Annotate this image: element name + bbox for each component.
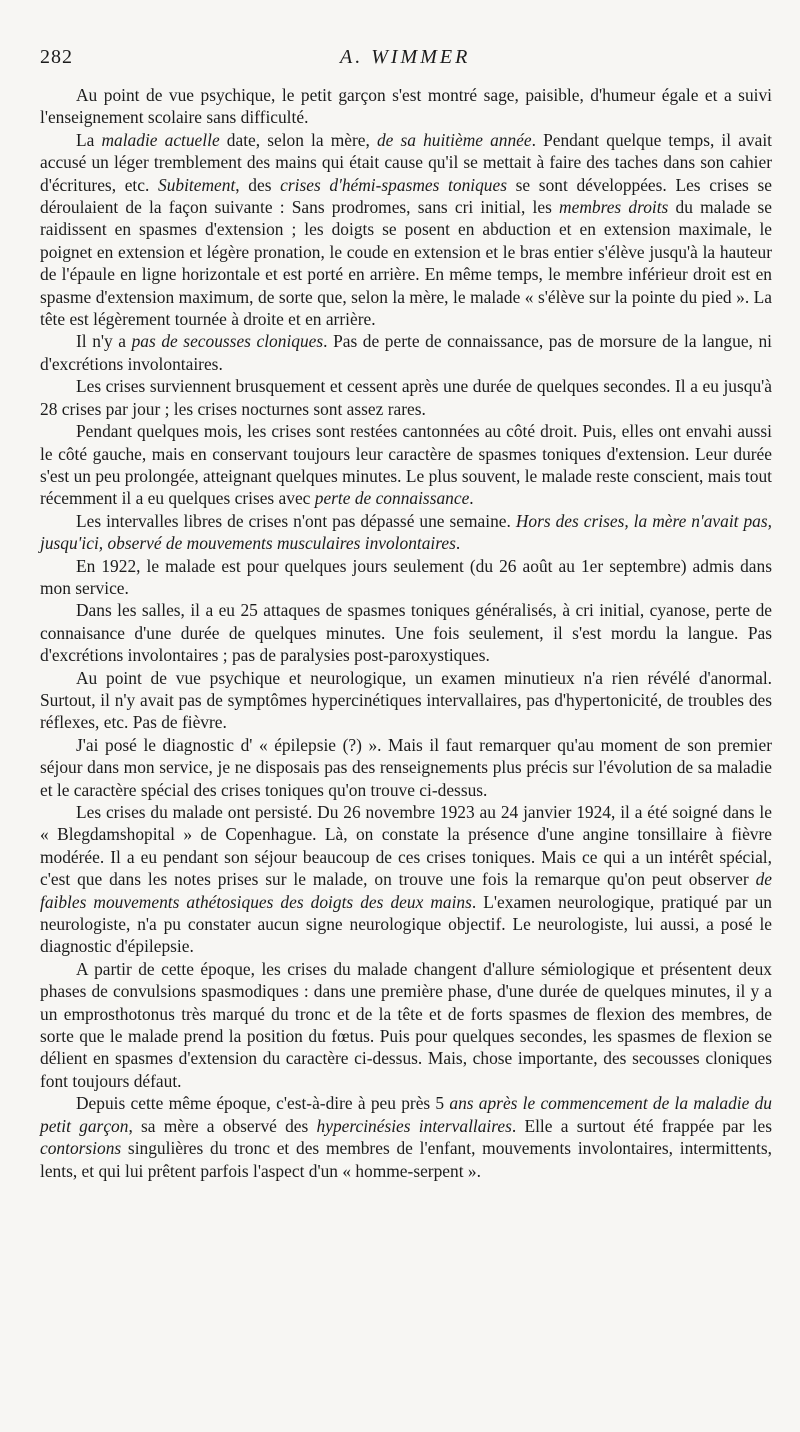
paragraph (40, 420, 772, 510)
body-text (40, 84, 772, 1182)
text-run: , des (235, 174, 281, 195)
italic-text: Subitement (158, 174, 236, 195)
paragraph (40, 599, 772, 666)
text-run: . (469, 488, 474, 509)
text-run: A partir de cette époque, les crises du malade changent d'allure sémiologique et présentent deux phases de convulsions spasmodiques : dans une première phase, d'une durée de quelques minutes, il y a un emprosthotonus très marqué du tronc et de la tête et de forts spasmes de flexion des membres, de sorte que le malade prend la position du fœtus. Puis pour quelques secondes, les spasmes de flexion se délient en spasmes d'extension du caractère ci-dessus. Mais, chose importante, des secousses cloniques font toujours défaut. (40, 958, 772, 1091)
italic-text: Hors des crises, la mère n'avait pas, jusqu'ici, observé de mouvements musculaires involontaires (40, 510, 772, 554)
paragraph (40, 129, 772, 331)
paragraph (40, 1092, 772, 1182)
text-run: . (455, 533, 461, 554)
paragraph (40, 801, 772, 958)
page-header (40, 40, 772, 70)
text-run: , sa mère a observé des (128, 1115, 317, 1136)
text-run: . Elle a surtout été frappée par les (511, 1115, 772, 1136)
text-run: . Pendant quelque temps, il avait accusé un léger tremblement des mains qui était cause qu'il se mettait à faire des taches dans son cahier d'écritures, etc. (40, 129, 773, 195)
text-run: J'ai posé le diagnostic d' « épilepsie (?) ». Mais il faut remarquer qu'au moment de son premier séjour dans mon service, je ne disposais pas des renseignements plus précis sur l'évolution de sa maladie et le caractère spécial des crises toniques qu'on trouve ci-dessus. (40, 734, 772, 800)
text-run: La (76, 129, 102, 150)
text-run: Depuis cette même époque, c'est-à-dire à peu près 5 (76, 1093, 450, 1114)
italic-text: membres droits (559, 197, 669, 218)
text-run: Au point de vue psychique, le petit garçon s'est montré sage, paisible, d'humeur égale et a suivi l'enseignement scolaire sans difficulté. (40, 85, 772, 128)
text-run: Il n'y a (76, 331, 132, 352)
text-run: date, selon la mère, (219, 129, 377, 150)
text-run: Les intervalles libres de crises n'ont pas dépassé une semaine. (76, 510, 516, 531)
text-run: du malade se raidissent en spasmes d'extension ; les doigts se posent en abduction et en extension maximale, le poignet en extension et légère pronation, le coude en extension et le bras entier s'élève jusqu'à la hauteur de l'épaule en ligne horizontale et est porté en arrière. En même temps, le membre inférieur droit est en spasme d'extension maximum, de sorte que, selon la mère, le malade « s'élève sur la pointe du pied ». La tête est légèrement tournée à droite et en arrière. (40, 197, 772, 330)
text-run: Au point de vue psychique et neurologique, un examen minutieux n'a rien révélé d'anormal. Surtout, il n'y avait pas de symptômes hypercinétiques intervallaires, pas d'hypertonicité, de troubles des réflexes, etc. Pas de fièvre. (40, 667, 772, 733)
text-run: singulières du tronc et des membres de l'enfant, mouvements involontaires, intermittents, lents, et qui lui prêtent parfois l'aspect d'un « homme-serpent ». (40, 1138, 772, 1181)
italic-text: maladie actuelle (101, 129, 220, 150)
italic-text: hypercinésies intervallaires (316, 1115, 512, 1136)
paragraph (40, 330, 772, 375)
text-run: . Pas de perte de connaissance, pas de morsure de la langue, ni d'excrétions involontaires. (40, 331, 772, 374)
running-head: A. WIMMER (340, 46, 471, 68)
paragraph (40, 734, 772, 801)
paragraph (40, 958, 772, 1092)
text-run: En 1922, le malade est pour quelques jours seulement (du 26 août au 1er septembre) admis dans mon service. (40, 555, 772, 598)
italic-text: crises d'hémi-spasmes toniques (280, 174, 507, 195)
paragraph (40, 84, 772, 129)
paragraph (40, 555, 772, 600)
page-number: 282 (40, 46, 73, 68)
italic-text: de faibles mouvements athétosiques des doigts des deux mains (40, 869, 772, 912)
italic-text: de sa huitième année (376, 129, 532, 150)
paragraph (40, 510, 772, 555)
text-run: se sont développées. Les crises se déroulaient de la façon suivante : Sans prodromes, sans cri initial, les (40, 174, 772, 218)
paragraph (40, 667, 772, 734)
text-run: . L'examen neurologique, pratiqué par un neurologiste, n'a pu constater aucun signe neurologique objectif. Le neurologiste, lui aussi, a posé le diagnostic d'épilepsie. (40, 891, 772, 957)
paragraph (40, 375, 772, 420)
italic-text: ans après le commencement de la maladie du petit garçon (40, 1093, 772, 1136)
italic-text: contorsions (40, 1138, 122, 1159)
italic-text: pas de secousses cloniques (131, 331, 324, 352)
text-run: Pendant quelques mois, les crises sont restées cantonnées au côté droit. Puis, elles ont envahi aussi le côté gauche, mais en conservant toujours leur caractère de spasmes toniques d'extension. Leur durée s'est un peu prolongée, atteignant quelques minutes. Le plus souvent, le malade reste conscient, mais tout récemment il a eu quelques crises avec (40, 421, 772, 509)
italic-text: perte de connaissance (314, 488, 470, 509)
text-run: Les crises surviennent brusquement et cessent après une durée de quelques secondes. Il a eu jusqu'à 28 crises par jour ; les crises nocturnes sont assez rares. (40, 376, 772, 419)
page (40, 40, 772, 1182)
text-run: Les crises du malade ont persisté. Du 26 novembre 1923 au 24 janvier 1924, il a été soigné dans le « Blegdamshopital » de Copenhague. Là, on constate la présence d'une angine tonsillaire à fièvre modérée. Il a eu pendant son séjour beaucoup de ces crises toniques. Mais ce qui a un intérêt spécial, c'est que dans les notes prises sur le malade, on trouve une fois la remarque qu'on peut observer (40, 802, 772, 890)
text-run: Dans les salles, il a eu 25 attaques de spasmes toniques généralisés, à cri initial, cyanose, perte de connaisance d'une durée de quelques minutes. Une fois seulement, il s'est mordu la langue. Pas d'excrétions involontaires ; pas de paralysies post-paroxystiques. (40, 600, 772, 666)
